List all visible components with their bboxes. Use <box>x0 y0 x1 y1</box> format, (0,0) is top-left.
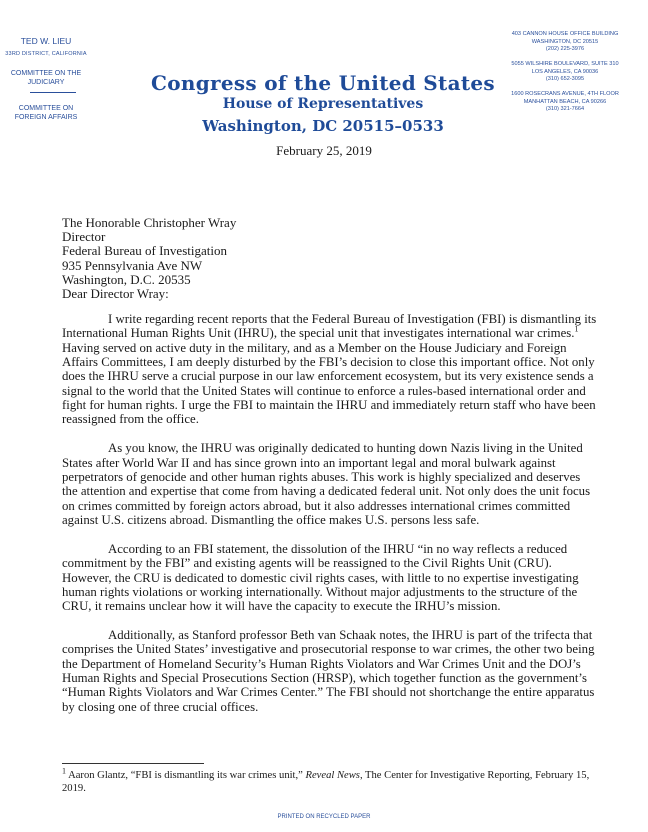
salutation: Dear Director Wray: <box>62 286 169 301</box>
footnote-text: Aaron Glantz, “FBI is dismantling its war crimes unit,” <box>66 770 306 781</box>
recipient-address <box>62 216 236 287</box>
footnote-text: , The Center for Investigative Reporting, February 15, 2019. <box>62 770 590 794</box>
paragraph-1 <box>62 312 598 427</box>
office-line: 5055 WILSHIRE BOULEVARD, SUITE 310 <box>511 61 619 67</box>
address-line: 935 Pennsylvania Ave NW <box>62 257 203 273</box>
office-line: 1600 ROSECRANS AVENUE, 4TH FLOOR <box>511 91 619 97</box>
paragraph-3: According to an FBI statement, the dissolution of the IHRU “in no way reflects a reduced commitment by the FBI” and existing agents will be reassigned to the Civil Rights Unit (CRU). However, the CRU is dedicated to domestic civil rights cases, with little to no expertise investigating human rights violations or working internationally. Without major adjustments to the structure of the CRU, it remains unclear how it will have the capacity to execute the IRHU’s mission. <box>62 541 579 614</box>
address-line: The Honorable Christopher Wray <box>62 215 237 230</box>
committee-line: FOREIGN AFFAIRS <box>14 114 78 121</box>
member-name: TED W. LIEU <box>20 36 72 46</box>
office-dc <box>490 31 640 54</box>
footnote-divider <box>62 763 204 764</box>
footnote-number: 1 <box>62 766 66 776</box>
address-line: Washington, D.C. 20535 <box>62 271 191 287</box>
paragraph-text: Having served on active duty in the military, and as a Member on the House Judiciary and Foreign Affairs Committees, I am deeply disturbed by the FBI’s decision to close this important office. Not only does the IHRU serve a crucial purpose in our law enforcement ecosystem, but its very existence sends a signal to the world that the United States will continue to enforce a rules-based international order and fight for human rights. I urge the FBI to maintain the IHRU and immediately return staff who have been reassigned from the office. <box>62 340 596 427</box>
committee-line: COMMITTEE ON THE <box>10 70 82 77</box>
footnote-source: Reveal News <box>305 770 360 781</box>
office-line: MANHATTAN BEACH, CA 90266 <box>523 98 607 105</box>
office-line: (202) 225-3976 <box>545 46 585 53</box>
address-line: Federal Bureau of Investigation <box>62 243 227 259</box>
divider <box>30 92 76 93</box>
committee-foreign-affairs <box>0 104 92 122</box>
paragraph-2: As you know, the IHRU was originally dedicated to hunting down Nazis living in the United States after World War II and has since grown into an important legal and moral bulwark against perpetrators of genocide and other human rights abuses. This work is highly specialized and deserves the attention and expertise that come from having a dedicated federal unit. Not only does the unit focus on crimes committed by foreign actors abroad, but it also addresses international crimes committed against U.S. citizens abroad. Dismantling the office makes U.S. persons less safe. <box>62 441 591 527</box>
office-line: LOS ANGELES, CA 90036 <box>531 68 599 75</box>
office-la <box>490 61 640 84</box>
letterhead-subtitle: House of Representatives <box>222 96 424 112</box>
paragraph-text: I write regarding recent reports that the Federal Bureau of Investigation (FBI) is dismantling its International Human Rights Unit (IHRU), the special unit that investigates international war crimes. <box>62 312 597 341</box>
committee-judiciary <box>0 69 92 87</box>
footnote-ref: 1 <box>574 325 579 335</box>
footnote <box>62 766 598 795</box>
printed-on-recycled-paper: PRINTED ON RECYCLED PAPER <box>277 814 371 820</box>
office-line: (310) 321-7664 <box>545 106 585 113</box>
district: 33RD DISTRICT, CALIFORNIA <box>5 51 87 57</box>
office-line: (310) 652-3095 <box>545 76 585 83</box>
letter-date: February 25, 2019 <box>276 143 372 158</box>
office-line: 403 CANNON HOUSE OFFICE BUILDING <box>511 31 619 37</box>
letterhead-city: Washington, DC 20515–0533 <box>202 117 444 135</box>
address-line: Director <box>62 229 106 245</box>
letter-body <box>62 312 598 729</box>
letterhead-title: Congress of the United States <box>151 71 495 95</box>
office-line: WASHINGTON, DC 20515 <box>531 38 599 45</box>
paragraph-4: Additionally, as Stanford professor Beth van Schaak notes, the IHRU is part of the trifecta that comprises the United States’ investigative and prosecutorial response to war crimes, the other two being the Department of Homeland Security’s Human Rights Violators and War Crimes Unit and the DOJ’s Human Rights and Special Prosecutions Section (HRSP), which together function as the government’s “Human Rights Violators and War Crimes Center.” The FBI should not shortchange the entire apparatus by closing one of three crucial offices. <box>62 628 595 714</box>
committee-line: COMMITTEE ON <box>18 105 74 112</box>
committee-line: JUDICIARY <box>27 79 65 86</box>
office-manhattan-beach <box>490 91 640 114</box>
